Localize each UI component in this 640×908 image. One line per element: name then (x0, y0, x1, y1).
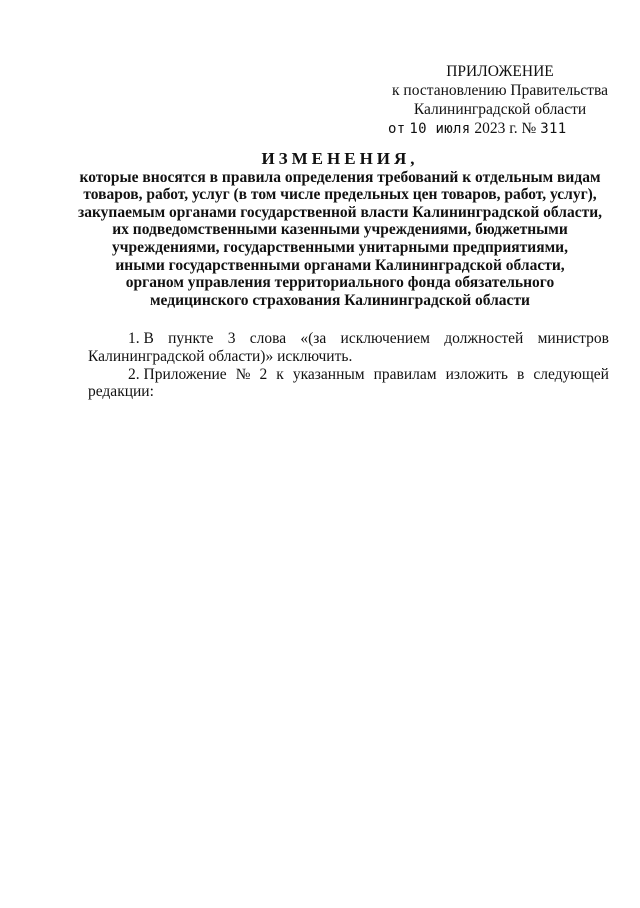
heading-line: органом управления территориального фонда обязательного (125, 274, 555, 292)
paragraph-word: исключением (340, 330, 430, 347)
heading-line: иными государственными органами Калининградской области, (115, 256, 565, 274)
paragraph-word: правилам (373, 365, 437, 383)
paragraph-word: министров (537, 330, 609, 347)
heading-title: ИЗМЕНЕНИЯ, (261, 149, 419, 168)
paragraph-word: в (516, 365, 525, 383)
paragraph-word: изложить (445, 365, 508, 383)
heading-line: их подведомственными казенными учреждениями, бюджетными (112, 221, 568, 239)
heading-line: которые вносятся в правила определения требований к отдельным видам (79, 168, 601, 186)
paragraph-2 (88, 366, 609, 402)
paragraph-word: 2. Приложение (128, 365, 227, 383)
appendix-region-line: Калининградской области (413, 101, 587, 118)
appendix-block (386, 62, 614, 139)
date-value: 10 июля (409, 121, 471, 137)
appendix-decree-line: к постановлению Правительства (392, 82, 608, 99)
heading-line: медицинского страхования Калининградской области (150, 291, 530, 309)
paragraph-word: 1. В (128, 330, 154, 347)
paragraph-word: следующей (533, 365, 609, 383)
document-body (88, 330, 609, 401)
paragraph-2-first-line (88, 366, 609, 384)
heading-line: товаров, работ, услуг (в том числе предельных цен товаров, работ, услуг), (83, 186, 597, 204)
paragraph-word: № (235, 365, 251, 383)
heading-line: учреждениями, государственными унитарными предприятиями, (112, 238, 568, 256)
paragraph-word: указанным (292, 365, 365, 383)
paragraph-1-rest: Калининградской области)» исключить. (88, 347, 353, 365)
appendix-title: ПРИЛОЖЕНИЕ (446, 63, 554, 80)
decree-number: 311 (540, 121, 567, 137)
appendix-date-line (386, 119, 614, 139)
paragraph-1 (88, 330, 609, 366)
date-year: 2023 г. № (474, 120, 537, 137)
paragraph-2-rest: редакции: (88, 383, 154, 401)
date-prefix: от (388, 121, 406, 137)
paragraph-word: 3 (227, 330, 236, 347)
paragraph-word: слова (249, 330, 287, 347)
paragraph-word: 2 (259, 365, 268, 383)
changes-heading (70, 150, 610, 309)
paragraph-word: «(за (300, 330, 327, 347)
heading-line: закупаемым органами государственной власти Калининградской области, (77, 203, 603, 221)
paragraph-word: пункте (168, 330, 214, 347)
paragraph-word: к (276, 365, 284, 383)
paragraph-word: должностей (444, 330, 524, 347)
paragraph-1-first-line (88, 330, 609, 348)
